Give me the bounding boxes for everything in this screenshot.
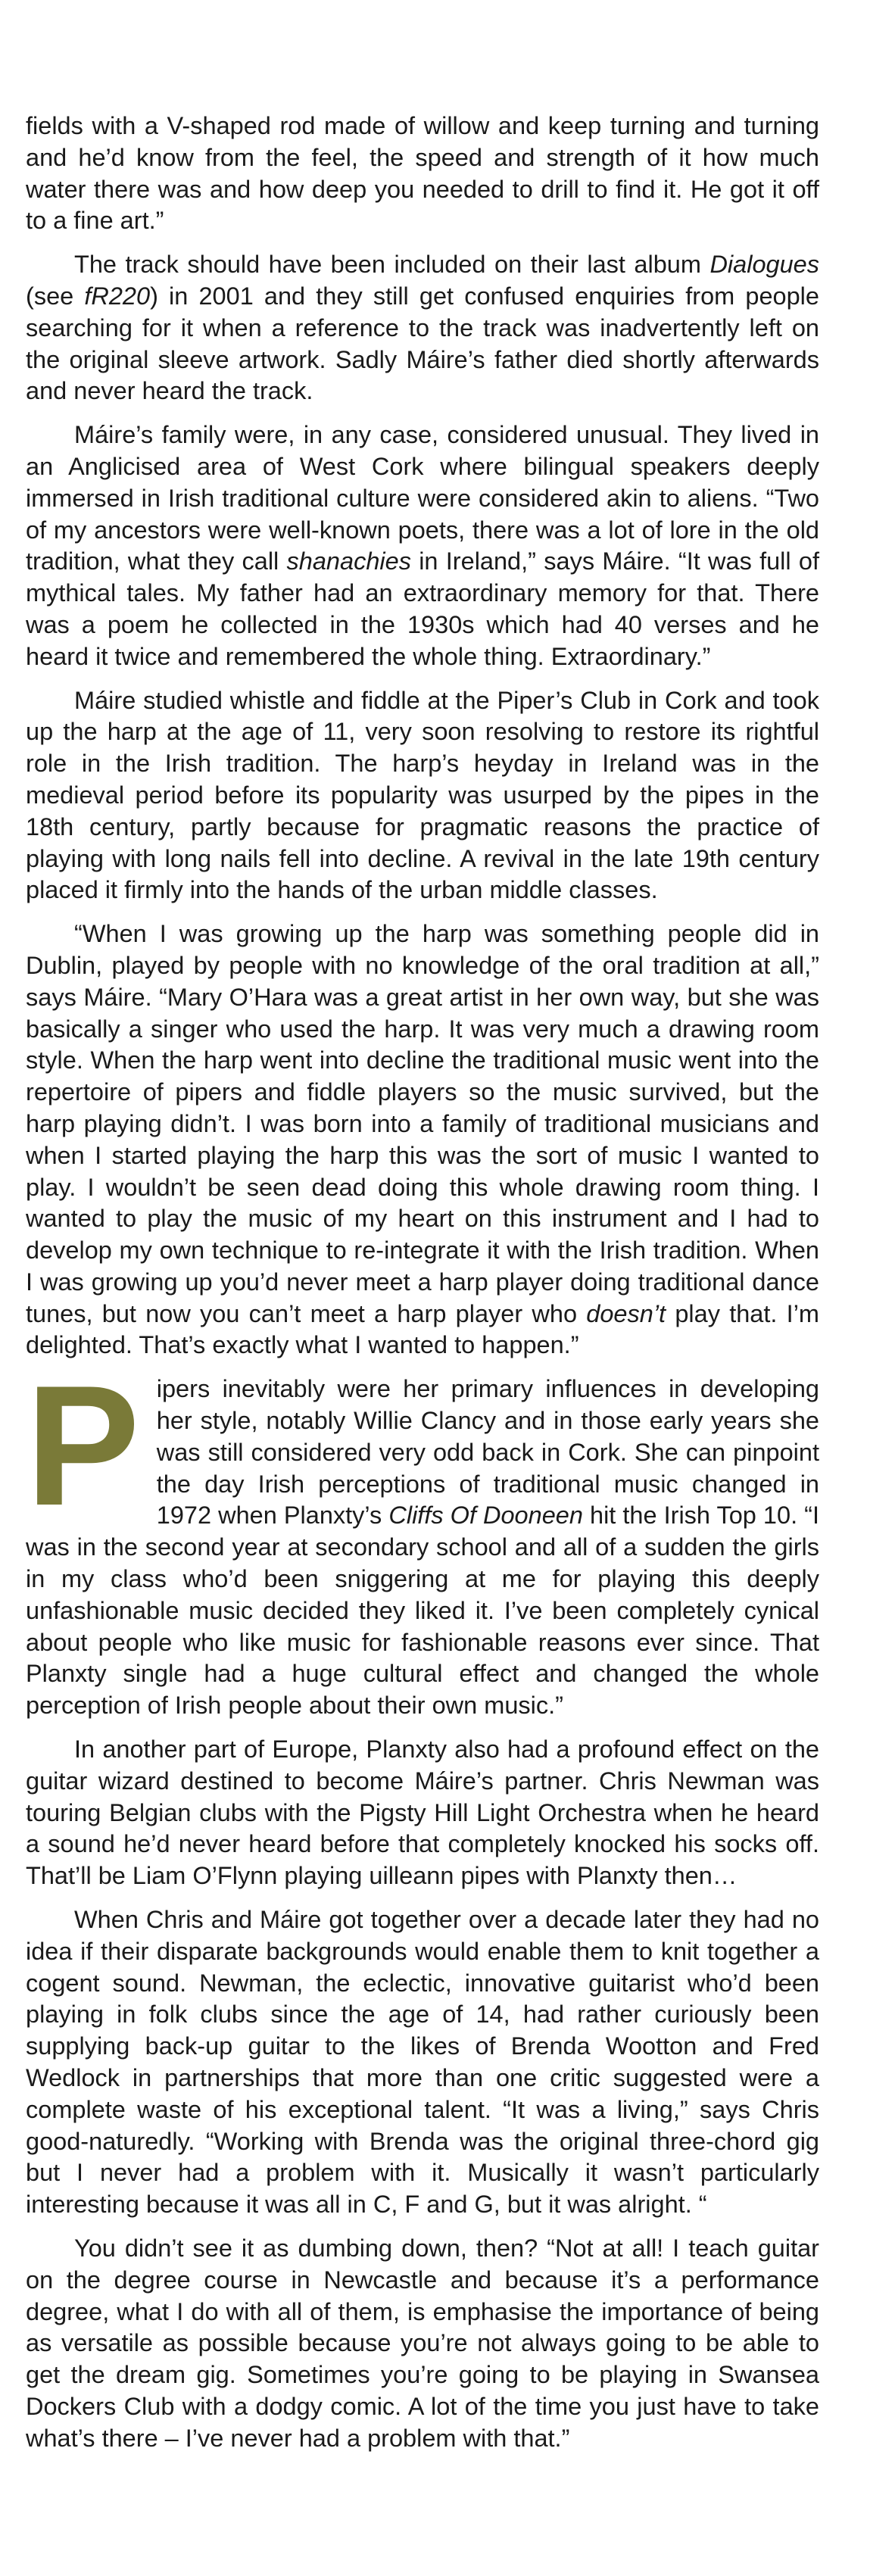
article-paragraph bbox=[26, 111, 819, 237]
paragraph-text: Máire studied whistle and fiddle at the Piper’s Club in Cork and took up the harp at the age of 11, very soon resolving to restore its rightful role in the Irish tradition. The harp’s heyday in Ireland was in the medieval period before its popularity was usurped by the pipes in the 18th century, partly because for pragmatic reasons the practice of playing with long nails fell into decline. A revival in the late 19th century placed it firmly into the hands of the urban middle classes. bbox=[26, 686, 819, 904]
drop-cap-letter: P bbox=[26, 1349, 140, 1542]
paragraph-text: When Chris and Máire got together over a decade later they had no idea if their disparate backgrounds would enable them to knit together a cogent sound. Newman, the eclectic, innovative guitarist who’d been playing in folk clubs since the age of 14, had rather curiously been supplying back-up guitar to the likes of Brenda Wootton and Fred Wedlock in partnerships that more than one critic suggested were a complete waste of his exceptional talent. “It was a living,” says Chris good-naturedly. “Working with Brenda was the original three-chord gig but I never had a problem with it. Musically it wasn’t particularly interesting because it was all in C, F and G, but it was alright. “ bbox=[26, 1906, 819, 2219]
paragraph-text: In another part of Europe, Planxty also had a profound effect on the guitar wizard destined to become Máire’s partner. Chris Newman was touring Belgian clubs with the Pigsty Hill Light Orchestra when he heard a sound he’d never heard before that completely knocked his socks off. That’ll be Liam O’Flynn playing uilleann pipes with Planxty then… bbox=[26, 1736, 819, 1890]
paragraph-text: You didn’t see it as dumbing down, then? “Not at all! I teach guitar on the degree course in Newcastle and because it’s a performance degree, what I do with all of them, is emphasise the importance of being as versatile as possible because you’re not always going to be able to get the dream gig. Sometimes you’re going to be playing in Swansea Dockers Club with a dodgy comic. A lot of the time you just have to take what’s there – I’ve never had a problem with that.” bbox=[26, 2235, 819, 2452]
article-paragraph bbox=[26, 249, 819, 407]
paragraph-text: hit the Irish Top 10. “I was in the second year at secondary school and all of a sudden the girls in my class who’d been sniggering at me for playing this deeply unfashionable music decided they liked it. I’ve been completely cynical about people who like music for fashionable reasons ever since. That Planxty single had a huge cultural effect and changed the whole perception of Irish people about their own music.” bbox=[26, 1502, 819, 1720]
paragraph-text: play that. I’m delighted. That’s exactly what I wanted to happen.” bbox=[26, 1299, 819, 1359]
italic-title-text: fR220 bbox=[84, 282, 151, 310]
paragraph-text: (see bbox=[26, 282, 85, 310]
article-paragraph bbox=[26, 1904, 819, 2221]
paragraph-text: ipers inevitably were her primary influences in developing her style, notably Willie Clancy and in those early years she was still considered very odd back in Cork. She can pinpoint the day Irish perceptions of traditional music changed in 1972 when Planxty’s bbox=[156, 1375, 819, 1530]
article-paragraph bbox=[26, 419, 819, 672]
italic-title-text: Dialogues bbox=[709, 251, 819, 279]
article-paragraph bbox=[26, 918, 819, 1361]
italic-title-text: shanachies bbox=[286, 547, 411, 575]
paragraph-text: Máire’s family were, in any case, considered unusual. They lived in an Anglicised area of West Cork where bilingual speakers deeply immersed in Irish traditional culture were considered akin to aliens. “Two of my ancestors were well-known poets, there was a lot of lore in the old tradition, what they call bbox=[26, 421, 819, 575]
article-paragraph bbox=[26, 2233, 819, 2455]
paragraph-text: “When I was growing up the harp was something people did in Dublin, played by people with no knowledge of the oral tradition at all,” says Máire. “Mary O’Hara was a great artist in her own way, but she was basically a singer who used the harp. It was very much a drawing room style. When the harp went into decline the traditional music went into the repertoire of pipers and fiddle players so the music survived, but the harp playing didn’t. I was born into a family of traditional musicians and when I started playing the harp this was the sort of music I wanted to play. I wouldn’t be seen dead doing this whole drawing room thing. I wanted to play the music of my heart on this instrument and I had to develop my own technique to re-integrate it with the Irish tradition. When I was growing up you’d never meet a harp player doing traditional dance tunes, but now you can’t meet a harp player who bbox=[26, 920, 819, 1327]
paragraph-text: ) in 2001 and they still get confused enquiries from people searching for it when a reference to the track was inadvertently left on the original sleeve artwork. Sadly Máire’s father died shortly afterwards and never heard the track. bbox=[26, 282, 819, 405]
paragraph-text: fields with a V-shaped rod made of willow and keep turning and turning and he’d know from the feel, the speed and strength of it how much water there was and how deep you needed to drill to find it. He got it off to a fine art.” bbox=[26, 112, 819, 235]
italic-title-text: doesn’t bbox=[586, 1299, 666, 1327]
italic-title-text: Cliffs Of Dooneen bbox=[388, 1502, 583, 1530]
article-body bbox=[26, 111, 819, 2455]
article-paragraph bbox=[26, 1734, 819, 1892]
article-paragraph bbox=[26, 685, 819, 907]
dropcap-paragraph bbox=[26, 1349, 819, 1722]
paragraph-text: The track should have been included on their last album bbox=[74, 251, 710, 279]
paragraph-text: in Ireland,” says Máire. “It was full of mythical tales. My father had an extraordinary memory for that. There was a poem he collected in the 1930s which had 40 verses and he heard it twice and remembered the whole thing. Extraordinary.” bbox=[26, 547, 819, 670]
